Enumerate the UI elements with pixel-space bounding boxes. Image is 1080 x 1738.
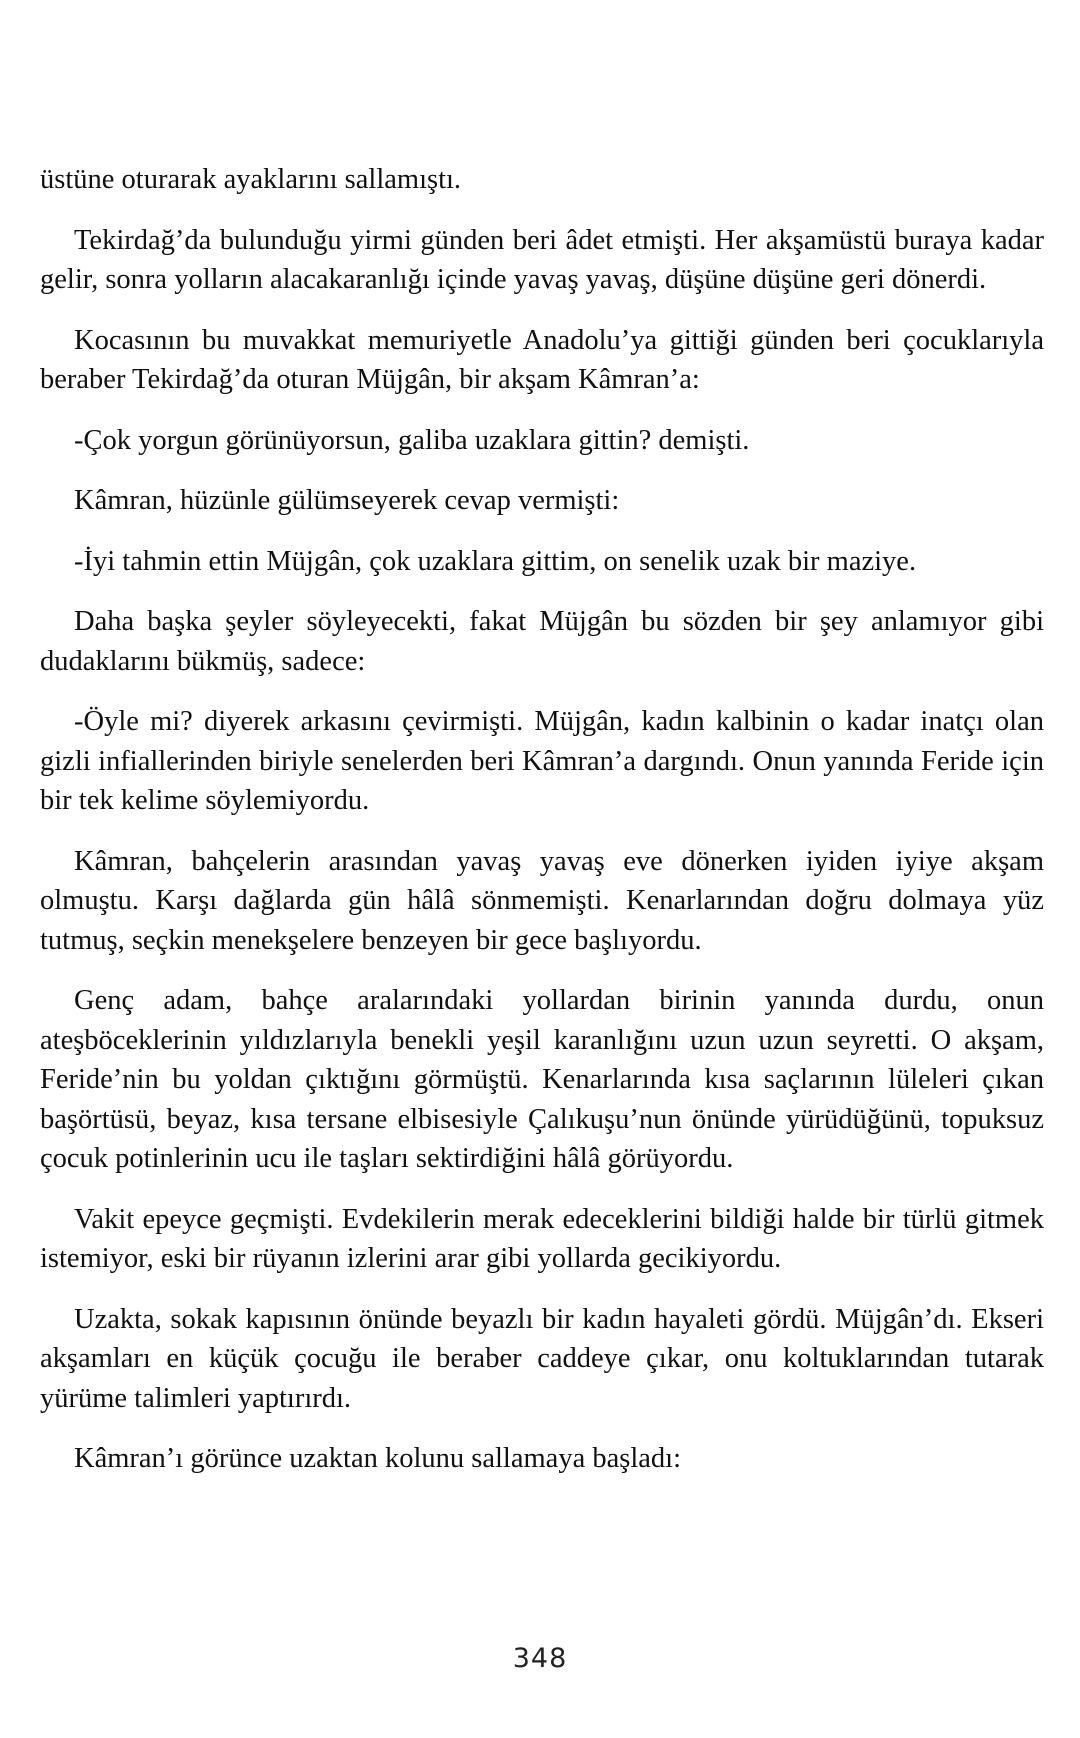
page-number: 348 <box>512 1643 568 1674</box>
paragraph-8: -Öyle mi? diyerek arkasını çevirmişti. Müjgân, kadın kalbinin o kadar inatçı olan gizli infiallerinden biriyle senelerden beri Kâmran’a dargındı. Onun yanında Feride için bir tek kelime söylemiyordu. <box>40 706 1044 816</box>
paragraph-5: Kâmran, hüzünle gülümseyerek cevap vermişti: <box>74 485 620 516</box>
paragraph-2: Tekirdağ’da bulunduğu yirmi günden beri âdet etmişti. Her akşamüstü buraya kadar gelir, sonra yolların alacakaranlığı içinde yavaş yavaş, düşüne düşüne geri dönerdi. <box>40 224 1044 295</box>
paragraph-13: Kâmran’ı görünce uzaktan kolunu sallamaya başladı: <box>74 1443 681 1474</box>
paragraph-3: Kocasının bu muvakkat memuriyetle Anadolu’ya gittiği günden beri çocuklarıyla beraber Tekirdağ’da oturan Müjgân, bir akşam Kâmran’a: <box>40 324 1044 395</box>
paragraph-10: Genç adam, bahçe aralarındaki yollardan birinin yanında durdu, onun ateşböceklerinin yıldızlarıyla benekli yeşil karanlığını uzun uzun seyretti. O akşam, Feride’nin bu yoldan çıktığını görmüştü. Kenarlarında kısa saçlarının lüleleri çıkan başörtüsü, beyaz, kısa tersane elbisesiyle Çalıkuşu’nun önünde yürüdüğünü, topuksuz çocuk potinlerinin ucu ile taşları sektirdiğini hâlâ görüyordu. <box>40 985 1044 1174</box>
paragraph-9: Kâmran, bahçelerin arasından yavaş yavaş eve dönerken iyiden iyiye akşam olmuştu. Karşı dağlarda gün hâlâ sönmemişti. Kenarlarından doğru dolmaya yüz tutmuş, seçkin menekşelere benzeyen bir gece başlıyordu. <box>40 845 1044 956</box>
paragraph-11: Vakit epeyce geçmişti. Evdekilerin merak edeceklerini bildiği halde bir türlü gitmek istemiyor, eski bir rüyanın izlerini arar gibi yollarda gecikiyordu. <box>40 1203 1044 1274</box>
paragraph-4: -Çok yorgun görünüyorsun, galiba uzaklara gittin? demişti. <box>74 424 750 456</box>
page-body <box>40 160 1044 1500</box>
paragraph-7: Daha başka şeyler söyleyecekti, fakat Müjgân bu sözden bir şey anlamıyor gibi dudaklarını bükmüş, sadece: <box>40 606 1044 677</box>
paragraph-1: üstüne oturarak ayaklarını sallamıştı. <box>40 164 462 195</box>
paragraph-6: -İyi tahmin ettin Müjgân, çok uzaklara gittim, on senelik uzak bir maziye. <box>74 545 917 577</box>
paragraph-12: Uzakta, sokak kapısının önünde beyazlı bir kadın hayaleti gördü. Müjgân’dı. Ekseri akşamları en küçük çocuğu ile beraber caddeye çıkar, onu koltuklarından tutarak yürüme talimleri yaptırırdı. <box>40 1303 1044 1414</box>
